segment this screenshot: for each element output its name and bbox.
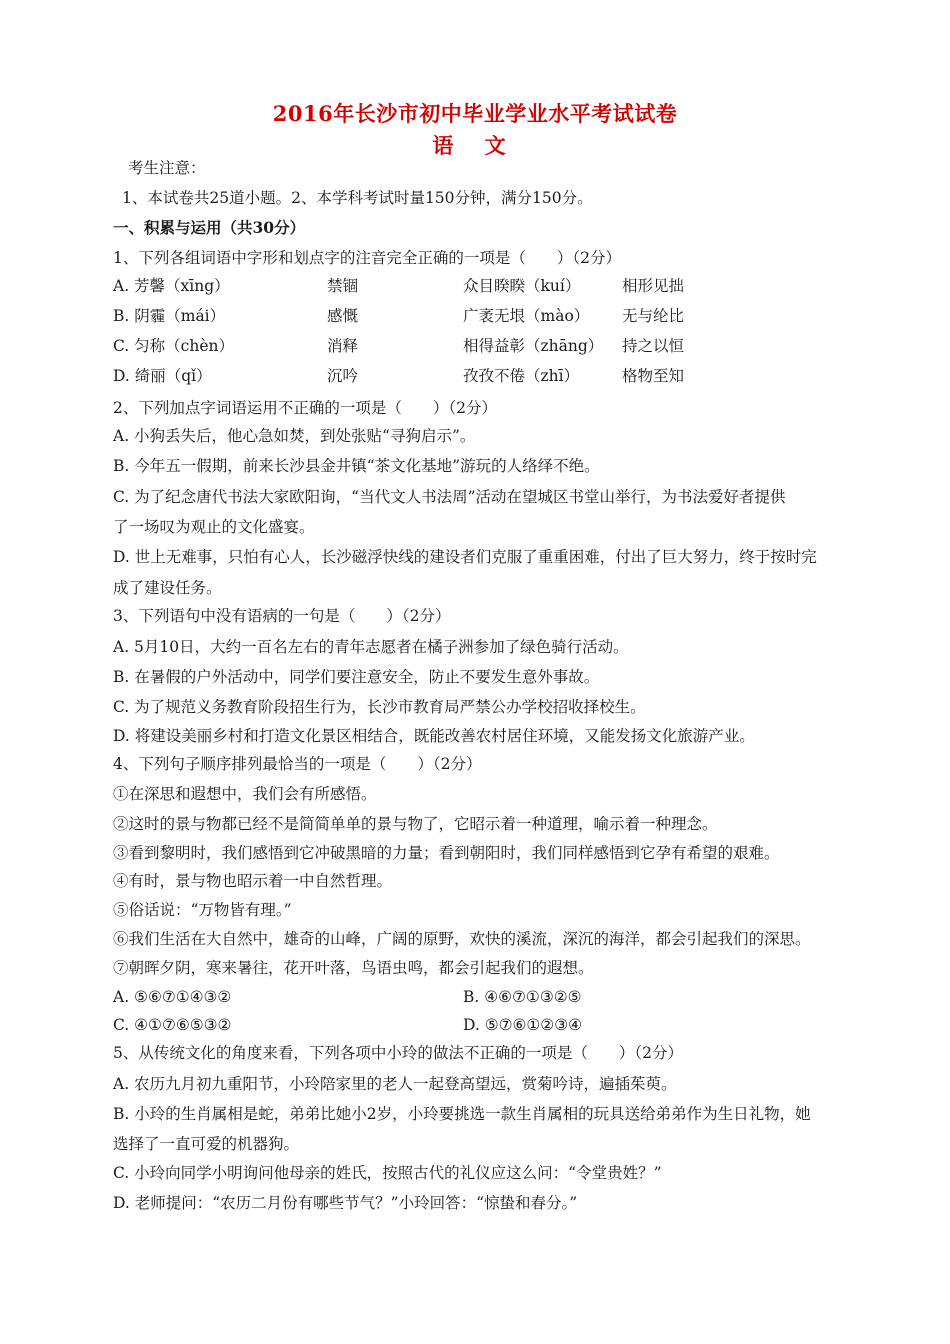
q1-a-c1: A. 芳馨（xīng） (113, 277, 230, 295)
notice-label: 考生注意： (128, 159, 206, 177)
q2-option-b: B. 今年五一假期，前来长沙县金井镇“茶文化基地”游玩的人络绎不绝。 (113, 457, 600, 475)
q1-a-c4: 相形见拙 (622, 277, 685, 295)
q5-stem: 5、从传统文化的角度来看，下列各项中小玲的做法不正确的一项是（ ）（2分） (113, 1044, 683, 1062)
q4-sentence-7: ⑦朝晖夕阴，寒来暑往，花开叶落，鸟语虫鸣，都会引起我们的遐想。 (113, 959, 594, 977)
q4-sentence-5: ⑤俗话说：“万物皆有理。” (113, 901, 292, 919)
q1-d-c1: D. 绮丽（qǐ） (113, 367, 212, 385)
q5-option-a: A. 农历九月初九重阳节，小玲陪家里的老人一起登高望远，赏菊吟诗，遍插茱萸。 (113, 1075, 677, 1093)
q3-option-d: D. 将建设美丽乡村和打造文化景区相结合，既能改善农村居住环境，又能发扬文化旅游产业。 (113, 727, 755, 745)
exam-subject: 语 文 (432, 133, 518, 158)
q1-stem: 1、下列各组词语中字形和划点字的注音完全正确的一项是（ ）（2分） (113, 249, 621, 267)
q3-option-b: B. 在暑假的户外活动中，同学们要注意安全，防止不要发生意外事故。 (113, 668, 600, 686)
q1-c-c4: 持之以恒 (622, 337, 685, 355)
q2-option-d-cont: 成了建设任务。 (113, 579, 222, 597)
q1-d-c3: 孜孜不倦（zhī） (463, 367, 580, 385)
q4-option-b: B. ④⑥⑦①③②⑤ (463, 988, 582, 1006)
q5-option-d: D. 老师提问：“农历二月份有哪些节气？”小玲回答：“惊蛰和春分。” (113, 1194, 578, 1212)
q4-stem: 4、下列句子顺序排列最恰当的一项是（ ）（2分） (113, 755, 482, 773)
section-heading: 一、积累与运用（共30分） (113, 218, 306, 237)
q4-sentence-4: ④有时，景与物也昭示着一中自然哲理。 (113, 872, 393, 890)
q2-option-c: C. 为了纪念唐代书法大家欧阳询，“当代文人书法周”活动在望城区书堂山举行，为书法爱好者提供 (113, 488, 786, 506)
q3-option-a: A. 5月10日，大约一百名左右的青年志愿者在橘子洲参加了绿色骑行活动。 (113, 638, 629, 656)
q4-option-d: D. ⑤⑦⑥①②③④ (463, 1016, 582, 1034)
q1-b-c2: 感慨 (327, 307, 359, 325)
q4-sentence-2: ②这时的景与物都已经不是简简单单的景与物了，它昭示着一种道理，喻示着一种理念。 (113, 815, 718, 833)
q5-option-b-cont: 选择了一直可爱的机器狗。 (113, 1135, 300, 1153)
q2-option-a: A. 小狗丢失后，他心急如焚，到处张贴“寻狗启示”。 (113, 427, 476, 445)
q4-option-c: C. ④①⑦⑥⑤③② (113, 1016, 232, 1034)
q4-sentence-1: ①在深思和遐想中，我们会有所感悟。 (113, 785, 377, 803)
q1-b-c4: 无与纶比 (622, 307, 685, 325)
q1-a-c3: 众目睽睽（kuí） (463, 277, 581, 295)
q1-b-c1: B. 阴霾（mái） (113, 307, 226, 325)
q1-a-c2: 禁锢 (327, 277, 359, 295)
q1-d-c2: 沉吟 (327, 367, 359, 385)
q1-c-c3: 相得益彰（zhāng） (463, 337, 604, 355)
q2-option-c-cont: 了一场叹为观止的文化盛宴。 (113, 518, 315, 536)
q1-c-c1: C. 匀称（chèn） (113, 337, 234, 355)
notice-text: 1、本试卷共25道小题。2、本学科考试时量150分钟，满分150分。 (122, 189, 593, 207)
q3-option-c: C. 为了规范义务教育阶段招生行为，长沙市教育局严禁公办学校招收择校生。 (113, 698, 646, 716)
exam-title: 2016年长沙市初中毕业学业水平考试试卷 (272, 101, 678, 126)
q5-option-c: C. 小玲向同学小明询问他母亲的姓氏，按照古代的礼仪应这么问：“令堂贵姓？” (113, 1164, 662, 1182)
q4-option-a: A. ⑤⑥⑦①④③② (113, 988, 232, 1006)
q5-option-b: B. 小玲的生肖属相是蛇，弟弟比她小2岁，小玲要挑选一款生肖属相的玩具送给弟弟作为生日礼物，她 (113, 1105, 811, 1123)
q4-sentence-3: ③看到黎明时，我们感悟到它冲破黑暗的力量；看到朝阳时，我们同样感悟到它孕有希望的艰难。 (113, 844, 780, 862)
q4-sentence-6: ⑥我们生活在大自然中，雄奇的山峰，广阔的原野，欢快的溪流，深沉的海洋，都会引起我们的深思。 (113, 930, 811, 948)
q1-d-c4: 格物至知 (622, 367, 685, 385)
q1-c-c2: 消释 (327, 337, 359, 355)
q1-b-c3: 广袤无垠（mào） (463, 307, 590, 325)
q2-option-d: D. 世上无难事，只怕有心人，长沙磁浮快线的建设者们克服了重重困难，付出了巨大努力，终于按时完 (113, 548, 817, 566)
q3-stem: 3、下列语句中没有语病的一句是（ ）（2分） (113, 607, 451, 625)
q2-stem: 2、下列加点字词语运用不正确的一项是（ ）（2分） (113, 399, 497, 417)
